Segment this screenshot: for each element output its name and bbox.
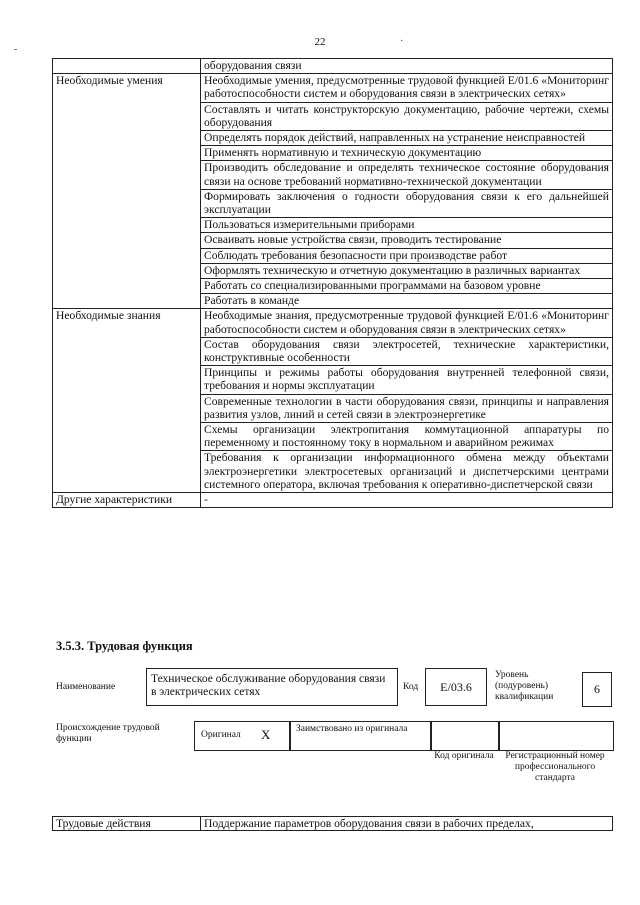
skill-item: Осваивать новые устройства связи, проводить тестирование bbox=[201, 233, 613, 248]
other-characteristics-value: - bbox=[201, 493, 613, 508]
knowledge-item: Состав оборудования связи электросетей, технические характеристики, конструктивные особенности bbox=[201, 337, 613, 365]
original-label: Оригинал bbox=[201, 730, 241, 740]
code-original-caption: Код оригинала bbox=[434, 751, 494, 761]
name-box bbox=[146, 668, 398, 706]
original-mark: X bbox=[261, 727, 271, 742]
skill-item: Работать в команде bbox=[201, 294, 613, 309]
skill-item: Необходимые умения, предусмотренные трудовой функцией Е/01.6 «Мониторинг работоспособности систем и оборудования связи в электрических сетях» bbox=[201, 74, 613, 102]
reg-number-box bbox=[498, 721, 614, 751]
code-value: E/03.6 bbox=[440, 680, 472, 694]
labor-actions-label: Трудовые действия bbox=[53, 817, 201, 831]
knowledge-item: Современные технологии в части оборудования связи, принципы и направления развития узлов, линий и сетей связи в электроэнергетике bbox=[201, 394, 613, 422]
skill-item: Пользоваться измерительными приборами bbox=[201, 218, 613, 233]
code-label: Код bbox=[403, 682, 419, 692]
borrowed-box bbox=[289, 721, 432, 751]
skills-label: Необходимые умения bbox=[53, 74, 201, 309]
code-original-box bbox=[430, 721, 500, 751]
original-box bbox=[194, 721, 291, 751]
skill-item: Работать со специализированными программами на базовом уровне bbox=[201, 279, 613, 294]
table-row bbox=[53, 59, 613, 74]
table-row bbox=[53, 817, 613, 831]
level-box bbox=[582, 672, 612, 707]
name-value: Техническое обслуживание оборудования связи в электрических сетях bbox=[151, 673, 386, 698]
page-number: 22 bbox=[314, 36, 326, 48]
skill-item: Оформлять техническую и отчетную документацию в различных вариантах bbox=[201, 263, 613, 278]
continuation-cell: оборудования связи bbox=[201, 59, 613, 74]
skills-knowledge-table bbox=[52, 58, 613, 508]
skill-item: Составлять и читать конструкторскую документацию, рабочие чертежи, схемы оборудования bbox=[201, 102, 613, 130]
borrowed-label: Заимствовано из оригинала bbox=[296, 724, 408, 734]
name-label: Наименование bbox=[56, 682, 116, 692]
table-row bbox=[53, 309, 613, 337]
other-characteristics-label: Другие характеристики bbox=[53, 493, 201, 508]
labor-actions-value: Поддержание параметров оборудования связи в рабочих пределах, bbox=[201, 817, 613, 831]
section-title: 3.5.3. Трудовая функция bbox=[56, 639, 193, 653]
skill-item: Определять порядок действий, направленных на устранение неисправностей bbox=[201, 131, 613, 146]
knowledge-item: Требования к организации информационного обмена между объектами электроэнергетики электросетевых организаций и диспетчерскими центрами системного оператора, включая требования к оперативно-диспетчерской связи bbox=[201, 451, 613, 493]
skill-item: Применять нормативную и техническую документацию bbox=[201, 146, 613, 161]
reg-number-caption: Регистрационный номер профессионального стандарта bbox=[505, 751, 605, 783]
empty-label-cell bbox=[53, 59, 201, 74]
origin-label: Происхождение трудовой функции bbox=[56, 723, 160, 744]
labor-actions-table bbox=[52, 816, 613, 831]
table-row bbox=[53, 493, 613, 508]
scan-mark-right: · bbox=[400, 36, 404, 47]
scan-mark-left: - bbox=[14, 44, 18, 55]
table-row bbox=[53, 74, 613, 102]
code-box bbox=[425, 668, 487, 706]
knowledge-item: Схемы организации электропитания коммутационной аппаратуры по переменному и постоянному току в нормальном и аварийном режимах bbox=[201, 423, 613, 451]
skill-item: Производить обследование и определять техническое состояние оборудования связи на основе требований нормативно-технической документации bbox=[201, 161, 613, 189]
level-label: Уровень (подуровень) квалификации bbox=[495, 670, 554, 702]
knowledge-item: Принципы и режимы работы оборудования внутренней телефонной связи, требования и нормы эксплуатации bbox=[201, 366, 613, 394]
skill-item: Формировать заключения о годности оборудования связи к его дальнейшей эксплуатации bbox=[201, 189, 613, 217]
level-value: 6 bbox=[594, 682, 600, 696]
knowledge-item: Необходимые знания, предусмотренные трудовой функцией Е/01.6 «Мониторинг работоспособности систем и оборудования связи в электрических сетях» bbox=[201, 309, 613, 337]
skill-item: Соблюдать требования безопасности при производстве работ bbox=[201, 248, 613, 263]
knowledge-label: Необходимые знания bbox=[53, 309, 201, 493]
